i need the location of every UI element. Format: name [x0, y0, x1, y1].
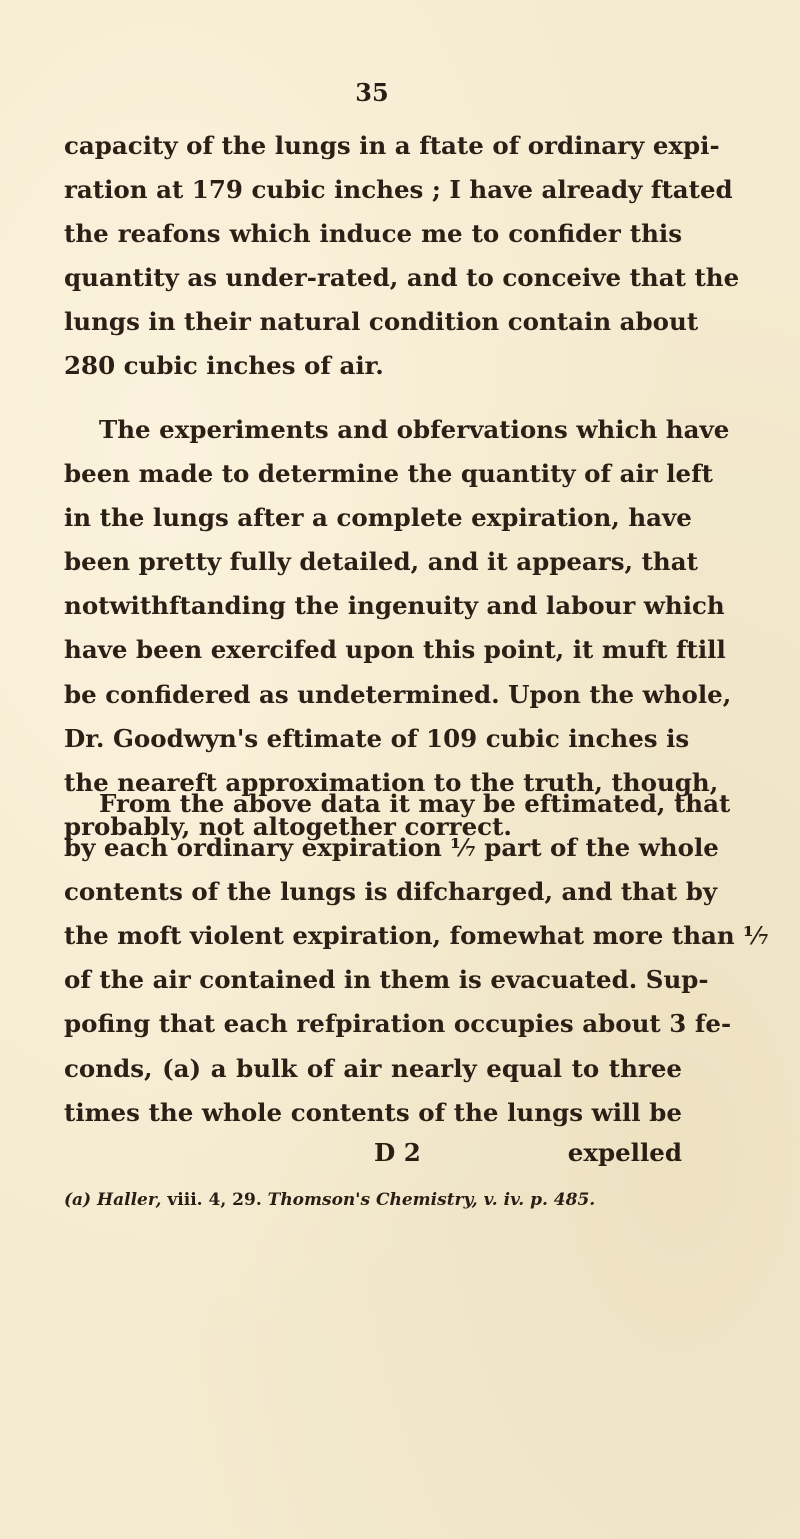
text-line: quantity as under-rated, and to conceive that the — [64, 263, 740, 293]
text-line: conds, (a) a bulk of air nearly equal to three — [64, 1053, 682, 1083]
footnote-reference: viii. 4, 29. — [167, 1190, 262, 1210]
text-line: have been exercifed upon this point, it muft ftill — [64, 635, 726, 665]
text-line: been made to determine the quantity of air left — [64, 459, 713, 489]
footnote — [64, 1190, 682, 1210]
text-line: The experiments and obfervations which have — [99, 415, 730, 444]
text-line: ration at 179 cubic inches ; I have already ftated — [64, 175, 733, 205]
text-line: 280 cubic inches of air. — [64, 351, 384, 381]
text-line: be confidered as undetermined. Upon the whole, — [64, 679, 732, 709]
text-line: Dr. Goodwyn's eftimate of 109 cubic inches is — [64, 723, 690, 753]
page-number: 35 — [355, 78, 389, 107]
text-line: the reafons which induce me to confider this — [64, 219, 682, 249]
footnote-reference: v. iv. p. 485. — [483, 1190, 596, 1210]
text-line: the neareft approximation to the truth, though, — [64, 767, 719, 797]
text-line: capacity of the lungs in a ftate of ordinary expi- — [64, 131, 720, 160]
text-line: in the lungs after a complete expiration, have — [64, 503, 692, 533]
paragraph-1 — [64, 124, 740, 389]
footnote-work: Thomson's Chemistry, — [267, 1190, 478, 1210]
text-line: contents of the lungs is difcharged, and that by — [64, 877, 718, 907]
signature-mark: D 2 — [374, 1138, 421, 1167]
catchword: expelled — [567, 1138, 682, 1167]
text-line: been pretty fully detailed, and it appears, that — [64, 547, 698, 577]
text-line: notwithftanding the ingenuity and labour which — [64, 591, 725, 621]
signature-line — [64, 1138, 682, 1182]
text-line: by each ordinary expiration ⅐ part of the whole — [64, 833, 719, 863]
text-line: times the whole contents of the lungs will be — [64, 1097, 682, 1127]
text-line: lungs in their natural condition contain about — [64, 307, 699, 337]
text-line: pofing that each refpiration occupies about 3 fe- — [64, 1009, 732, 1039]
footnote-author: Haller, — [97, 1190, 162, 1210]
text-line: the moft violent expiration, fomewhat more than ⅐ — [64, 921, 769, 951]
text-line: From the above data it may be eftimated, that — [99, 789, 731, 818]
footnote-marker: (a) — [64, 1190, 92, 1210]
text-line: probably, not altogether correct. — [64, 811, 512, 841]
text-line: of the air contained in them is evacuated. Sup- — [64, 965, 709, 995]
